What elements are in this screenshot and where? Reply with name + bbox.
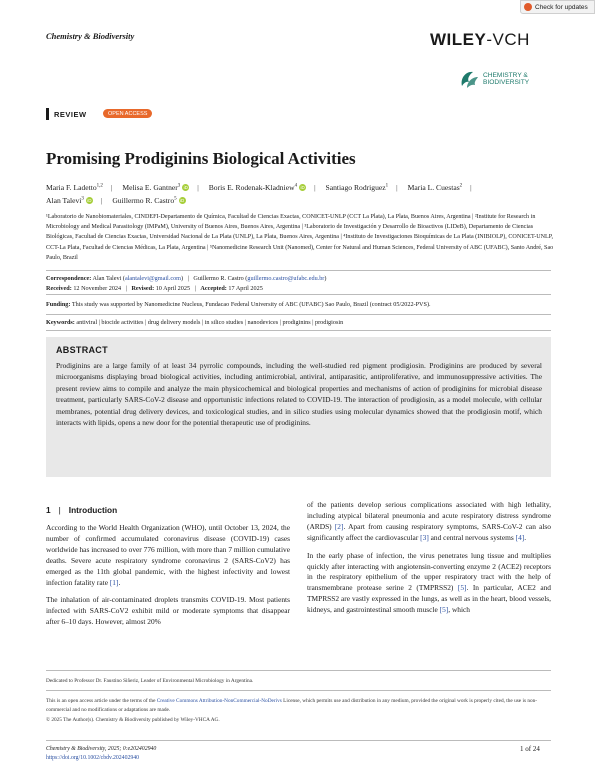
update-icon xyxy=(524,3,532,11)
article-dates: Received: 12 November 2024 | Revised: 10 April 2025 | Accepted: 17 April 2025 xyxy=(46,285,263,292)
email-link[interactable]: alantalevi@gmail.com xyxy=(124,275,181,282)
journal-logo xyxy=(458,68,529,90)
journal-logo-line2: BIODIVERSITY xyxy=(483,79,530,86)
author-list: Maria F. Ladetto$^{1,2}$ | Melisa E. Gantner$^3$ iD | Boris E. Rodenak-Kladniew$^4$ iD | Santiago Rodriguez$^1$ | Maria L. Cuestas$^2$ | Alan Talevi$^3$ iD | Guillermo R. Castro$^5$ iD xyxy=(46,182,472,206)
journal-name: Chemistry & Biodiversity xyxy=(46,31,135,41)
author[interactable]: Guillermo R. Castro$^5$ iD xyxy=(112,196,185,206)
paragraph: According to the World Health Organization (WHO), until October 13, 2024, the number of confirmed accumulated coronavirus disease (COVID-19) cases worldwide has increased to over 776 million, with more than 7 million cumulative deaths. Severe acute respiratory syndrome coronavirus 2 (SARS-CoV2) has emerged as the 11th global pandemic, with the highest infectivity and lowest infection fatality rate [1]. xyxy=(46,523,290,587)
section-marker xyxy=(46,108,49,120)
check-for-updates-label: Check for updates xyxy=(535,3,588,11)
divider xyxy=(46,294,551,295)
reference-link[interactable]: [3] xyxy=(420,532,429,542)
orcid-icon[interactable]: iD xyxy=(183,184,188,190)
citation: Chemistry & Biodiversity, 2025; 0:e202402940 xyxy=(46,746,157,752)
reference-link[interactable]: [1] xyxy=(109,577,119,587)
page-number: 1 of 24 xyxy=(520,745,540,753)
author[interactable]: Maria F. Ladetto$^{1,2}$ xyxy=(46,182,103,192)
reference-link[interactable]: [5] xyxy=(439,605,449,615)
reference-link[interactable]: [2] xyxy=(334,521,344,531)
author[interactable]: Maria L. Cuestas$^2$ xyxy=(407,182,463,192)
paragraph: The inhalation of air-contaminated droplets transmits COVID-19. Most patients infected with SARS-CoV2 exhibit mild or moderate symptoms that disappear after 6–10 days. However, almost 20% xyxy=(46,595,290,627)
publisher-logo: WILEY-VCH xyxy=(430,30,530,49)
footer-citation xyxy=(46,745,156,763)
open-access-badge: OPEN ACCESS xyxy=(103,109,152,118)
author[interactable]: Santiago Rodriguez$^1$ xyxy=(325,182,389,192)
body-column-left xyxy=(46,523,290,635)
article-type: REVIEW xyxy=(54,110,87,119)
paragraph: In the early phase of infection, the virus penetrates lung tissue and multiplies quickly after interacting with angiotensin-converting enzyme 2 (ACE2) receptors in the respiratory epithelium of the upper respiratory tract with the help of transmembrane protease serine 2 (TMPRSS2) [5]. In particular, ACE2 and TMPRSS2 are vastly expressed in the lungs, as well as in the heart, blood vessels, kidneys, and gastrointestinal smooth muscle [5], which xyxy=(307,550,551,615)
orcid-icon[interactable]: iD xyxy=(87,198,92,204)
divider xyxy=(46,330,551,331)
divider xyxy=(46,314,551,315)
section-heading: 1 | Introduction xyxy=(46,505,118,515)
author[interactable]: Boris E. Rodenak-Kladniew$^4$ iD xyxy=(208,182,305,192)
journal-logo-icon xyxy=(458,68,480,90)
paragraph: of the patients develop serious complications associated with high lethality, including atypical bilateral pneumonia and acute respiratory distress syndrome (ARDS) [2]. Apart from causing respiratory symptoms, SARS-CoV-2 can also significantly affect the cardiovascular [3] and central nervous systems [4]. xyxy=(307,500,551,542)
doi-link[interactable]: https://doi.org/10.1002/cbdv.202402940 xyxy=(46,755,140,761)
orcid-icon[interactable]: iD xyxy=(300,184,305,190)
reference-link[interactable]: [5] xyxy=(457,583,467,593)
license-link[interactable]: Creative Commons Attribution-NonCommercial-NoDerivs xyxy=(156,698,282,704)
dedication: Dedicated to Professor Dr. Faustino Siñeriz, Leader of Environmental Microbiology in Argentina. xyxy=(46,678,254,684)
article-title: Promising Prodiginins Biological Activities xyxy=(46,149,356,168)
funding: Funding: This study was supported by Nanomedicine Nucleus, Fundacao Federal University of ABC (UFABC) Sao Paulo, Brazil (contract 05/2022-PVS). xyxy=(46,301,431,308)
correspondence: Correspondence: Alan Talevi (alantalevi@gmail.com) | Guillermo R. Castro (guillermo.castro@ufabc.edu.br) xyxy=(46,275,327,282)
author[interactable]: Alan Talevi$^3$ iD xyxy=(46,196,92,206)
abstract-text: Prodiginins are a large family of at least 34 pyrrolic compounds, including the well-studied red pigment prodigiosin. Prodiginins are produced by several microorganisms displaying broad biological activities, including antimicrobial, antiviral, antiparasitic, antiproliferative, and immunosuppressive activities. The present review aims to compile and analyze the main physicochemical and biological properties and mechanisms of action of prodiginins for microbial disease treatment, particularly SARS-CoV-2 disease and opportunistic infections related to COVID-19. The interaction of prodigiosin, as a model molecule, with cellular membranes, potential drug delivery devices, and toxicological studies, and in silico studies using molecular dynamics showed that the prodigiosin motif, which interacts with lipids, opens a new door for the potential therapeutic use of prodiginins. xyxy=(56,361,542,428)
check-for-updates-badge[interactable] xyxy=(520,0,595,14)
author[interactable]: Melisa E. Gantner$^3$ iD xyxy=(122,182,188,192)
divider xyxy=(46,740,551,741)
divider xyxy=(46,690,551,691)
body-column-right xyxy=(307,500,551,623)
orcid-icon[interactable]: iD xyxy=(180,198,185,204)
divider xyxy=(46,270,551,271)
journal-logo-line1: CHEMISTRY & xyxy=(483,71,528,79)
license-notice: This is an open access article under the terms of the Creative Commons Attribution-NonCommercial-NoDerivs License, which permits use and distribution in any medium, provided the original work is properly cited, the use is non-commercial and no modifications or adaptations are made. © 2025 The Author(s). Chemistry & Biodiversity published by Wiley-VHCA AG. xyxy=(46,698,538,723)
keywords: Keywords: antiviral | biocide activities | drug delivery models | in silico studies | nanodevices | prodiginins | prodigiosin xyxy=(46,319,344,326)
divider xyxy=(46,670,551,671)
affiliations: ¹Laboratorio de Nanobiomateriales, CINDEFI-Departamento de Química, Facultad de Ciencias Exactas, CONICET-UNLP (CCT La Plata), La Plata, Buenos Aires, Argentina | ²Institute for Research in Microbiology and Medical Parasitology (IMPaM), University of Buenos Aires, Buenos Aires, Argentina | ³Laboratorio de Investigación y Desarrollo de Bioactivos (LIDeB), Departamento de Ciencias Biológicas, Facultad de Ciencias Exactas, Universidad Nacional de La Plata (UNLP), La Plata, Buenos Aires, Argentina | ⁴Instituto de Investigaciones Bioquímicas de La Plata (INIBIOLP), CONICET-UNLP, CCT-La Plata, Facultad de Ciencias Médicas, La Plata, Argentina | ⁵Nanomedicine Research Unit (Nanomed), Center for Natural and Human Sciences, Federal University of ABC (UFABC), Santo André, Sao Paulo, Brazil xyxy=(46,214,554,261)
email-link[interactable]: guillermo.castro@ufabc.edu.br xyxy=(247,275,325,282)
abstract-title: ABSTRACT xyxy=(56,345,108,355)
reference-link[interactable]: [4] xyxy=(515,532,525,542)
